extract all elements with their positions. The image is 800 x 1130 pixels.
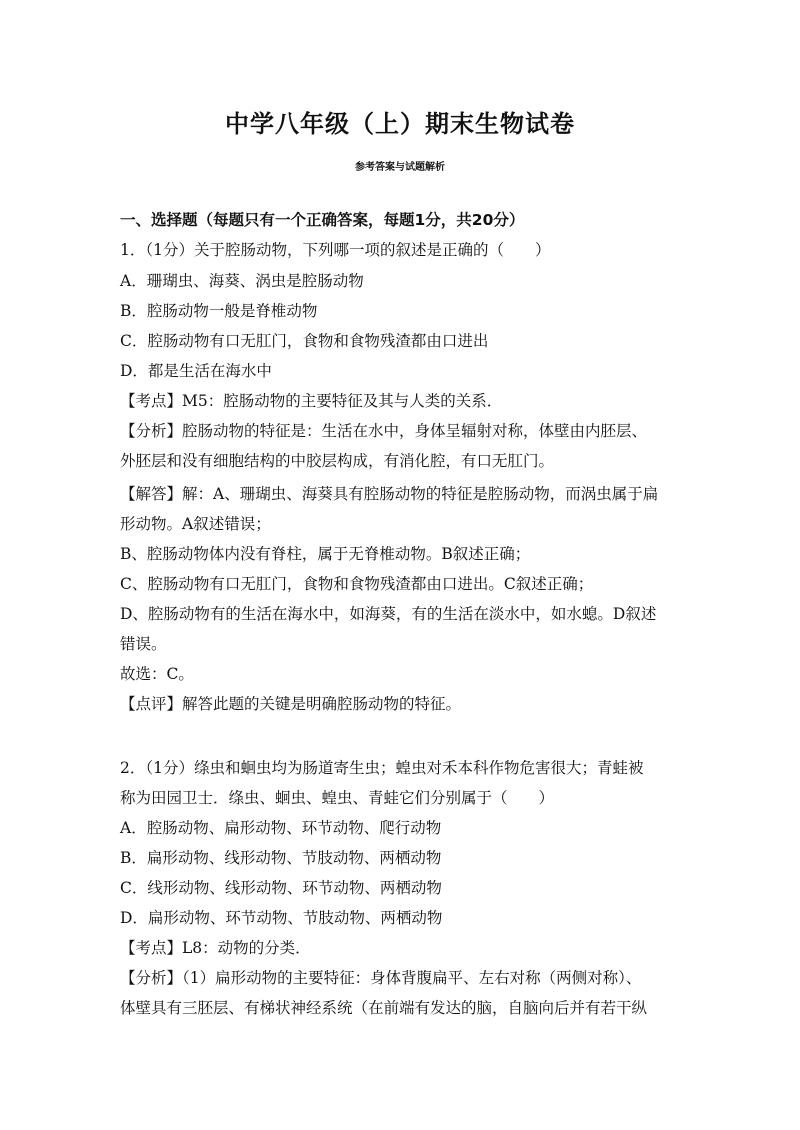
question-1-option-c: C．腔肠动物有口无肛门，食物和食物残渣都由口进出 <box>120 332 489 350</box>
question-1-analysis-line: 【分析】腔肠动物的特征是：生活在水中，身体呈辐射对称，体壁由内胚层、 <box>120 422 648 440</box>
page-title: 中学八年级（上）期末生物试卷 <box>225 110 575 138</box>
question-2-stem-line: 2．（1分）绦虫和蛔虫均为肠道寄生虫；蝗虫对禾本科作物危害很大；青蛙被 <box>120 759 644 777</box>
question-1-answer-line: 错误。 <box>120 635 167 653</box>
question-1-option-b: B．腔肠动物一般是脊椎动物 <box>120 302 318 320</box>
question-2-option-b: B．扁形动物、线形动物、节肢动物、两栖动物 <box>120 849 442 867</box>
section-heading: 一、选择题（每题只有一个正确答案，每题1分，共20分） <box>120 211 525 229</box>
question-1-answer-line: D、腔肠动物有的生活在海水中，如海葵，有的生活在淡水中，如水螅。D叙述 <box>120 605 657 623</box>
page-subtitle: 参考答案与试题解析 <box>355 162 445 173</box>
question-2-option-c: C．线形动物、线形动物、环节动物、两栖动物 <box>120 879 442 897</box>
question-2-analysis-line: 【分析】（1）扁形动物的主要特征：身体背腹扁平、左右对称（两侧对称）、 <box>120 969 642 987</box>
question-2-kaodian: 【考点】L8：动物的分类． <box>120 939 311 957</box>
question-2-option-a: A．腔肠动物、扁形动物、环节动物、爬行动物 <box>120 819 442 837</box>
question-1-stem: 1．（1分）关于腔肠动物，下列哪一项的叙述是正确的（ ） <box>120 241 551 259</box>
question-2-stem-line: 称为田园卫士．绦虫、蛔虫、蝗虫、青蛙它们分别属于（ ） <box>120 789 555 807</box>
question-1-answer-line: C、腔肠动物有口无肛门，食物和食物残渣都由口进出。C叙述正确； <box>120 575 594 593</box>
question-2-option-d: D．扁形动物、环节动物、节肢动物、两栖动物 <box>120 909 443 927</box>
question-1-answer-line: 【解答】解：A、珊瑚虫、海葵具有腔肠动物的特征是腔肠动物，而涡虫属于扁 <box>120 485 659 503</box>
question-1-option-a: A．珊瑚虫、海葵、涡虫是腔肠动物 <box>120 272 364 290</box>
question-1-answer-line: 形动物。A叙述错误； <box>120 515 271 533</box>
question-1-option-d: D．都是生活在海水中 <box>120 362 272 380</box>
question-1-answer-line: B、腔肠动物体内没有脊柱，属于无脊椎动物。B叙述正确； <box>120 545 531 563</box>
question-1-analysis-line: 外胚层和没有细胞结构的中胶层构成，有消化腔，有口无肛门。 <box>120 452 555 470</box>
question-1-kaodian: 【考点】M5：腔肠动物的主要特征及其与人类的关系． <box>120 392 503 410</box>
question-2-analysis-line: 体壁具有三胚层、有梯状神经系统（在前端有发达的脑，自脑向后并有若干纵 <box>120 999 648 1017</box>
question-1-comment: 【点评】解答此题的关键是明确腔肠动物的特征。 <box>120 695 462 713</box>
question-1-answer-choice: 故选：C。 <box>120 665 194 683</box>
